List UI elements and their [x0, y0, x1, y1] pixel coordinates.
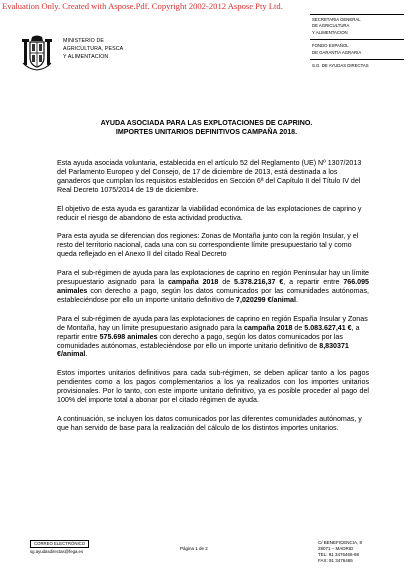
department-line: SECRETARIA GENERAL [312, 17, 361, 22]
ministry-line: Y ALIMENTACION [63, 54, 109, 60]
document-body [57, 159, 369, 443]
evaluation-watermark: Evaluation Only. Created with Aspose.Pdf. Copyright 2002-2012 Aspose Pty Ltd. [2, 1, 283, 11]
title-line: AYUDA ASOCIADA PARA LAS EXPLOTACIONES DE CAPRINO. [100, 119, 313, 127]
ministry-line: AGRICULTURA, PESCA [63, 46, 124, 52]
address-line: C/ BENEFICENCIA, 8 [318, 540, 363, 545]
paragraph-data-note: A continuación, se incluyen los datos comunicados por las diferentes comunidades autónomas, y que han servido de base para la realización del cálculo de los distintos importes unitarios. [57, 414, 362, 432]
department-line: FONDO ESPAÑOL [312, 43, 349, 49]
department-line: S.G. DE AYUDAS DIRECTAS [312, 63, 369, 69]
page-number: Página 1 de 2 [180, 546, 208, 551]
paragraph-intro: Esta ayuda asociada voluntaria, establecida en el artículo 52 del Reglamento (UE) Nº 1307/2013 del Parlamento Europeo y del Consejo, de 17 de diciembre de 2013, está destinada a los ganaderos que cumplan los requisitos establecidos en Sección 6ª del Capítulo II del Título IV del Real Decreto 1075/2014 de 19 de diciembre. [57, 159, 362, 194]
document-title [0, 119, 413, 137]
department-block [310, 14, 404, 40]
address-line: TEL: 91 3476466-68 [318, 552, 360, 557]
postal-address [318, 540, 362, 564]
address-line: FAX: 91 3476465 [318, 558, 353, 563]
email-address[interactable]: sg.ayudasdirectas@fega.es [30, 549, 84, 554]
department-line: DE AGRICULTURA [312, 23, 350, 29]
footer-contact [30, 540, 89, 555]
paragraph-regions: Para esta ayuda se diferencian dos regiones: Zonas de Montaña junto con la región Insular, y el resto del territorio nacional, cada una con su correspondiente límite presupuestario tal y como queda reflejado en el Anexo II del citado Real Decreto [57, 232, 359, 259]
department-block [310, 43, 404, 60]
paragraph-objective: El objetivo de esta ayuda es garantizar la viabilidad económica de las explotaciones de caprino y reducir el riesgo de abandono de esta actividad productiva. [57, 204, 362, 222]
coat-of-arms-logo [22, 35, 52, 71]
title-line: IMPORTES UNITARIOS DEFINITIVOS CAMPAÑA 2018. [115, 128, 298, 136]
department-block [310, 63, 404, 72]
paragraph-insular: Para el sub-régimen de ayuda para las explotaciones de caprino en región España Insular y Zonas de Montaña, hay un límite presupuestario asignado para la campaña 2018 de 5.083.627,41 €, a repartir entre 575.698 animales con derecho a pago, según los datos comunicados por las comunidades autónomas, estableciéndose por ello un importe unitario definitivo de 8,830371 €/animal. [57, 314, 368, 359]
email-label: CORREO ELECTRÓNICO [30, 540, 89, 548]
ministry-name [63, 37, 123, 61]
ministry-line: MINISTERIO DE [63, 38, 105, 44]
paragraph-payment: Estos importes unitarios definitivos para cada sub-régimen, se deben aplicar tanto a los pagos pendientes como a los pagos complementarios a los ya realizados con los importes unitarios provisionales. Por lo tanto, con este importe unitario definitivo, ya es posible proceder al pago del 100% del importe total a abonar por el citado régimen de ayuda. [57, 369, 369, 405]
department-box [310, 14, 404, 75]
department-line: DE GARANTÍA AGRARIA [312, 49, 362, 55]
address-line: 28071 – MADRID [318, 546, 354, 551]
department-line: Y ALIMENTACION [312, 29, 348, 35]
paragraph-peninsular: Para el sub-régimen de ayuda para las explotaciones de caprino en región Peninsular hay un límite presupuestario asignado para la campaña 2018 de 5.378.216,37 €, a repartir entre 766.095 animales con derecho a pago, según los datos comunicados por las comunidades autónomas, estableciéndose por ello un importe unitario definitivo de 7,020299 €/animal. [57, 269, 369, 304]
